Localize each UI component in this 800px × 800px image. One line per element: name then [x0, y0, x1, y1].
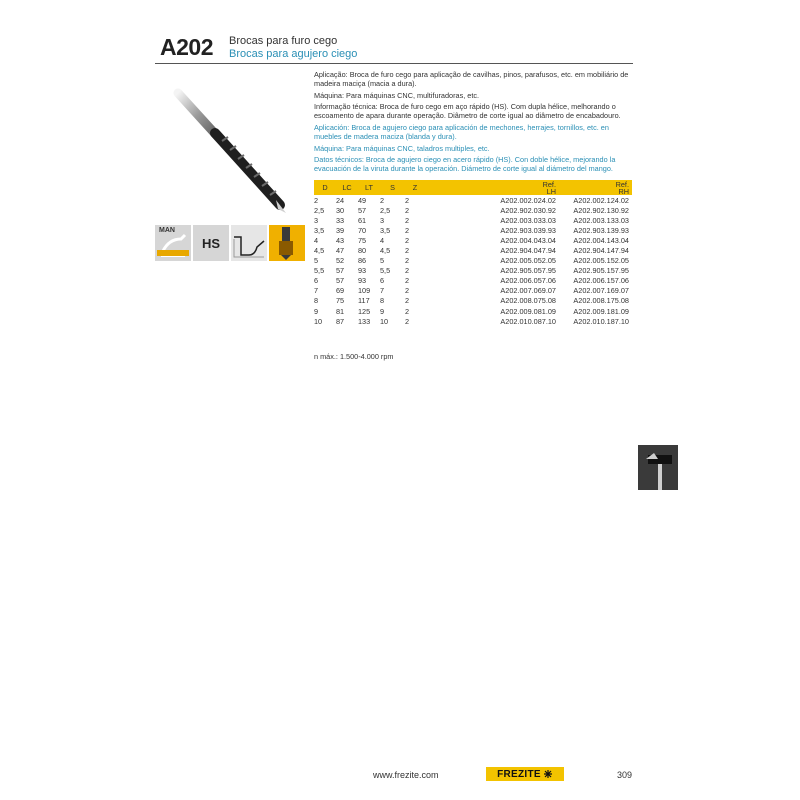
title-portuguese: Brocas para furo cego	[229, 35, 338, 47]
cell-s: 4	[380, 235, 385, 245]
table-row	[314, 225, 632, 235]
table-row	[314, 276, 632, 286]
product-code: A202	[160, 34, 213, 60]
cell-ref-lh: A202.002.024.02	[500, 195, 556, 205]
cell-s: 2	[380, 195, 385, 205]
cell-ref-rh: A202.009.181.09	[573, 306, 629, 316]
cell-ref-rh: A202.002.124.02	[573, 195, 629, 205]
cell-s: 3,5	[380, 225, 391, 235]
cell-z: 2	[405, 306, 410, 316]
brand-name: FREZITE	[497, 768, 541, 780]
table-row	[314, 296, 632, 306]
cell-lt: 49	[358, 195, 367, 205]
table-row	[314, 205, 632, 215]
rpm-note: n máx.: 1.500-4.000 rpm	[314, 352, 394, 361]
section-tab-image	[638, 445, 678, 490]
application-es: Aplicación: Broca de agujero ciego para aplicación de mechones, herrajes, tornillos, etc. en muebles de madera maciza (blanda y dura).	[314, 122, 609, 141]
drill-bit-image	[160, 85, 290, 215]
table-row	[314, 266, 632, 276]
col-z: Z	[405, 180, 425, 195]
cell-ref-rh: A202.004.143.04	[573, 235, 629, 245]
hs-label: HS	[201, 235, 221, 251]
cell-lc: 43	[336, 235, 345, 245]
cell-lc: 57	[336, 266, 345, 276]
cell-lt: 75	[358, 235, 367, 245]
cell-ref-lh: A202.009.081.09	[500, 306, 556, 316]
cell-z: 2	[405, 266, 410, 276]
cell-ref-rh: A202.904.147.94	[573, 246, 629, 256]
cell-lc: 57	[336, 276, 345, 286]
cell-lt: 109	[358, 286, 371, 296]
brand-logo	[486, 767, 564, 781]
cell-lt: 80	[358, 246, 367, 256]
cell-z: 2	[405, 215, 410, 225]
col-s: S	[380, 180, 405, 195]
cell-lt: 57	[358, 205, 367, 215]
cell-lc: 75	[336, 296, 345, 306]
cell-s: 6	[380, 276, 385, 286]
technical-pt: Informação técnica: Broca de furo cego em aço rápido (HS). Com dupla hélice, melhorando o escoamento de apara durante operação. Diâmetro de corte igual ao diâmetro de encabadouro.	[314, 102, 621, 121]
table-row	[314, 215, 632, 225]
cell-lt: 93	[358, 276, 367, 286]
machine-es: Máquina: Para máquinas CNC, taladros multiples, etc.	[314, 143, 490, 153]
cell-ref-lh: A202.010.087.10	[500, 316, 556, 326]
col-lc: LC	[336, 180, 358, 195]
col-ref-lh	[425, 180, 559, 195]
table-row	[314, 256, 632, 266]
cell-ref-lh: A202.005.052.05	[500, 256, 556, 266]
cell-s: 5	[380, 256, 385, 266]
technical-es: Datos técnicos: Broca de agujero ciego en acero rápido (HS). Con doble hélice, mejorando la evacuación de la viruta durante la operación. Diámetro de corte igual al diámetro del mango.	[314, 155, 616, 174]
cell-lt: 133	[358, 316, 371, 326]
cell-ref-rh: A202.005.152.05	[573, 256, 629, 266]
footer-url[interactable]: www.frezite.com	[373, 770, 439, 780]
cell-z: 2	[405, 235, 410, 245]
table-row	[314, 286, 632, 296]
cell-s: 10	[380, 316, 389, 326]
cell-s: 4,5	[380, 246, 391, 256]
cell-ref-lh: A202.905.057.95	[500, 266, 556, 276]
cell-lt: 61	[358, 215, 367, 225]
cell-ref-rh: A202.905.157.95	[573, 266, 629, 276]
col-d: D	[314, 180, 336, 195]
cell-d: 7	[314, 286, 319, 296]
table-row	[314, 195, 632, 205]
cell-d: 3	[314, 215, 319, 225]
cell-lc: 24	[336, 195, 345, 205]
cell-ref-rh: A202.006.157.06	[573, 276, 629, 286]
cell-s: 5,5	[380, 266, 391, 276]
cell-z: 2	[405, 225, 410, 235]
cell-lc: 30	[336, 205, 345, 215]
cell-lt: 70	[358, 225, 367, 235]
machine-pt: Máquina: Para máquinas CNC, multifuradoras, etc.	[314, 90, 480, 100]
cell-d: 5,5	[314, 266, 325, 276]
cell-ref-lh: A202.006.057.06	[500, 276, 556, 286]
cell-d: 2	[314, 195, 319, 205]
cell-ref-rh: A202.902.130.92	[573, 205, 629, 215]
cell-d: 2,5	[314, 205, 325, 215]
hs-material-icon	[193, 225, 229, 261]
cell-ref-lh: A202.902.030.92	[500, 205, 556, 215]
cell-lt: 117	[358, 296, 370, 306]
cell-s: 3	[380, 215, 385, 225]
cell-ref-lh: A202.003.033.03	[500, 215, 556, 225]
table-row	[314, 306, 632, 316]
manual-feed-icon	[155, 225, 191, 261]
cell-z: 2	[405, 205, 410, 215]
application-pt: Aplicação: Broca de furo cego para aplicação de cavilhas, pinos, parafusos, etc. em mobiliário de madeira maciça (macia a dura).	[314, 70, 629, 88]
cell-lc: 81	[336, 306, 345, 316]
cell-d: 8	[314, 296, 319, 306]
spec-table	[314, 180, 632, 326]
col-ref-rh	[559, 180, 632, 195]
table-header-row	[314, 180, 632, 195]
cell-lt: 93	[358, 266, 367, 276]
man-label: MAN	[159, 227, 175, 234]
cell-z: 2	[405, 246, 410, 256]
cell-ref-rh: A202.903.139.93	[573, 225, 629, 235]
page-number: 309	[617, 770, 633, 780]
cell-z: 2	[405, 276, 410, 286]
hole-profile-icon	[231, 225, 267, 261]
cell-s: 7	[380, 286, 385, 296]
cell-z: 2	[405, 195, 410, 205]
ref-rh-top: Ref.	[615, 179, 629, 189]
cell-z: 2	[405, 256, 410, 266]
cell-d: 10	[314, 316, 323, 326]
header-divider	[155, 63, 633, 64]
cell-ref-rh: A202.003.133.03	[573, 215, 629, 225]
cell-s: 2,5	[380, 205, 391, 215]
col-lt: LT	[358, 180, 380, 195]
cell-lc: 33	[336, 215, 345, 225]
cell-z: 2	[405, 286, 410, 296]
cell-ref-rh: A202.010.187.10	[573, 316, 629, 326]
cell-s: 8	[380, 296, 385, 306]
cell-d: 5	[314, 256, 319, 266]
description-block	[314, 71, 632, 177]
blind-hole-icon	[269, 225, 305, 261]
cell-s: 9	[380, 306, 385, 316]
cell-ref-rh: A202.007.169.07	[573, 286, 629, 296]
cell-ref-lh: A202.904.047.94	[500, 246, 556, 256]
cell-d: 9	[314, 306, 319, 316]
ref-rh-bottom: RH	[618, 186, 629, 196]
ref-lh-bottom: LH	[546, 186, 556, 196]
cell-d: 4,5	[314, 246, 325, 256]
table-row	[314, 245, 632, 255]
table-body	[314, 195, 632, 326]
cell-d: 3,5	[314, 225, 325, 235]
cell-lt: 86	[358, 256, 367, 266]
feature-icons	[155, 225, 305, 261]
cell-lc: 39	[336, 225, 345, 235]
cell-z: 2	[405, 296, 410, 306]
cell-ref-lh: A202.008.075.08	[500, 296, 556, 306]
cell-lt: 125	[358, 306, 371, 316]
title-spanish: Brocas para agujero ciego	[229, 48, 358, 60]
cell-lc: 87	[336, 316, 345, 326]
cell-d: 6	[314, 276, 319, 286]
cell-ref-lh: A202.004.043.04	[500, 235, 556, 245]
table-row	[314, 316, 632, 326]
cell-d: 4	[314, 235, 319, 245]
cell-ref-lh: A202.007.069.07	[500, 286, 556, 296]
cell-lc: 52	[336, 256, 345, 266]
cell-ref-rh: A202.008.175.08	[573, 296, 629, 306]
cell-z: 2	[405, 316, 410, 326]
cell-lc: 47	[336, 246, 345, 256]
table-row	[314, 235, 632, 245]
cell-ref-lh: A202.903.039.93	[500, 225, 556, 235]
cell-lc: 69	[336, 286, 345, 296]
ref-lh-top: Ref.	[542, 179, 556, 189]
